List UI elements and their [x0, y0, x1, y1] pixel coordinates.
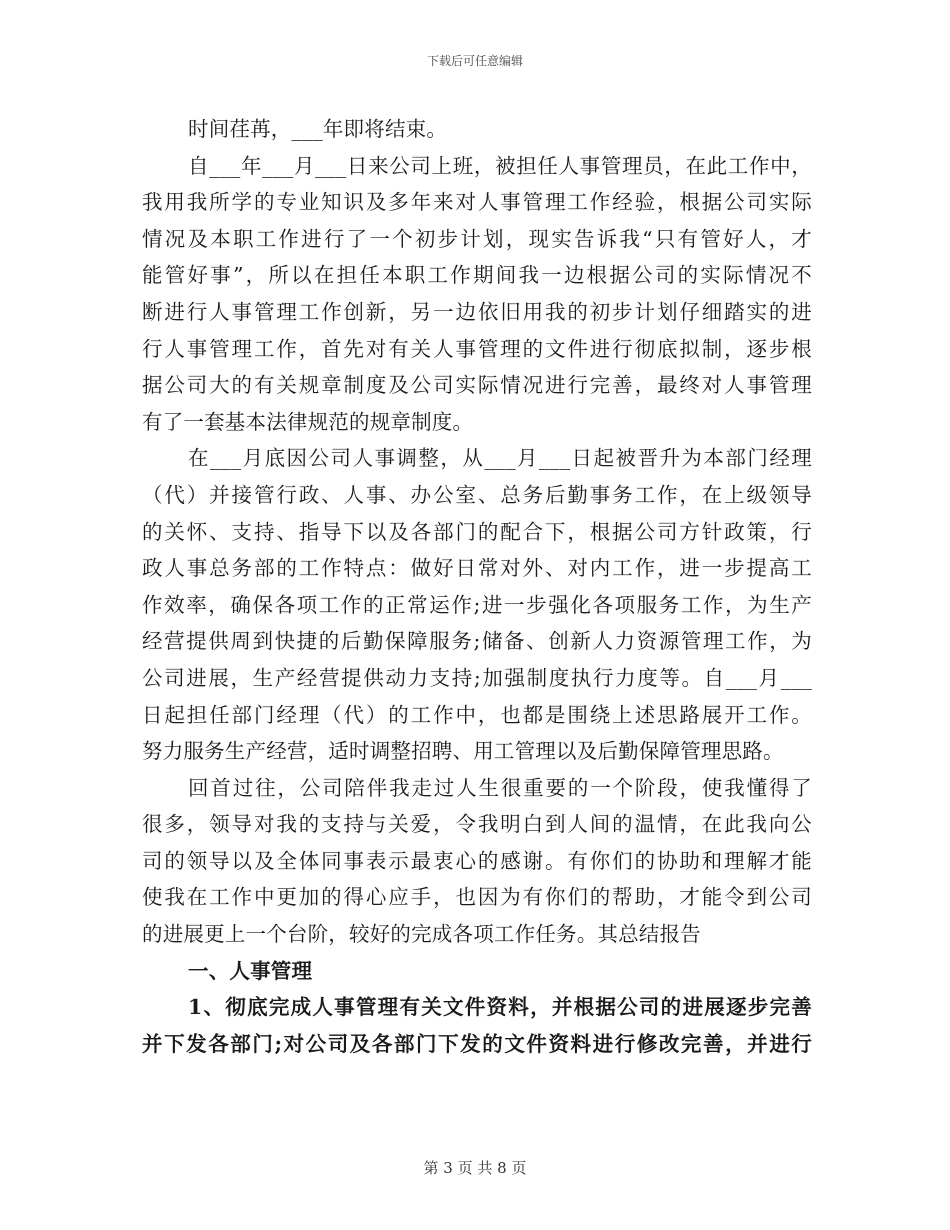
document-body: [142, 111, 812, 1062]
paragraph-line: 据公司大的有关规章制度及公司实际情况进行完善，最终对人事管理: [142, 373, 812, 398]
paragraph-line: 政人事总务部的工作特点：做好日常对外、对内工作，进一步提高工: [142, 556, 812, 581]
paragraph: [142, 148, 812, 441]
paragraph: [142, 953, 812, 990]
paragraph: [142, 111, 812, 148]
page-number-footer: 第 3 页 共 8 页: [423, 1159, 527, 1177]
paragraph-line: （代）并接管行政、人事、办公室、总务后勤事务工作，在上级领导: [142, 482, 812, 507]
paragraph-line: 回首过往，公司陪伴我走过人生很重要的一个阶段，使我懂得了: [188, 775, 812, 800]
paragraph-line: 使我在工作中更加的得心应手，也因为有你们的帮助，才能令到公司: [142, 885, 812, 910]
paragraph-line: 我用我所学的专业知识及多年来对人事管理工作经验，根据公司实际: [142, 190, 812, 215]
paragraph: [142, 440, 812, 769]
paragraph-line: 作效率，确保各项工作的正常运作;进一步强化各项服务工作，为生产: [142, 592, 812, 617]
paragraph-line: 能管好事”，所以在担任本职工作期间我一边根据公司的实际情况不: [142, 263, 812, 288]
paragraph-line: 公司进展，生产经营提供动力支持;加强制度执行力度等。自___月___: [142, 665, 812, 690]
paragraph: [142, 989, 812, 1062]
page-header: 下载后可任意编辑: [426, 54, 523, 68]
paragraph-line: 情况及本职工作进行了一个初步计划，现实告诉我“只有管好人，才: [142, 226, 812, 251]
paragraph-line: 在___月底因公司人事调整，从___月___日起被晋升为本部门经理: [188, 446, 812, 471]
paragraph-line: 时间荏苒，___年即将结束。: [188, 117, 448, 141]
paragraph-line: 1、彻底完成人事管理有关文件资料，并根据公司的进展逐步完善: [188, 995, 812, 1020]
paragraph-line: 的进展更上一个台阶，较好的完成各项工作任务。其总结报告: [142, 922, 701, 947]
paragraph: [142, 770, 812, 953]
paragraph-line: 自___年___月___日来公司上班，被担任人事管理员，在此工作中，: [188, 153, 812, 178]
paragraph-line: 努力服务生产经营，适时调整招聘、用工管理以及后勤保障管理思路。: [142, 739, 784, 764]
paragraph-line: 日起担任部门经理（代）的工作中，也都是围绕上述思路展开工作。: [142, 702, 812, 727]
paragraph-line: 行人事管理工作，首先对有关人事管理的文件进行彻底拟制，逐步根: [142, 336, 812, 361]
paragraph-line: 并下发各部门;对公司及各部门下发的文件资料进行修改完善，并进行: [142, 1031, 812, 1056]
paragraph-line: 司的领导以及全体同事表示最衷心的感谢。有你们的协助和理解才能: [142, 848, 812, 873]
paragraph-line: 一、人事管理: [188, 958, 313, 983]
paragraph-line: 经营提供周到快捷的后勤保障服务;储备、创新人力资源管理工作，为: [142, 629, 812, 654]
paragraph-line: 很多，领导对我的支持与关爱，令我明白到人间的温情，在此我向公: [142, 812, 812, 837]
paragraph-line: 断进行人事管理工作创新，另一边依旧用我的初步计划仔细踏实的进: [142, 299, 812, 324]
paragraph-line: 有了一套基本法律规范的规章制度。: [142, 409, 474, 434]
paragraph-line: 的关怀、支持、指导下以及各部门的配合下，根据公司方针政策，行: [142, 519, 812, 544]
